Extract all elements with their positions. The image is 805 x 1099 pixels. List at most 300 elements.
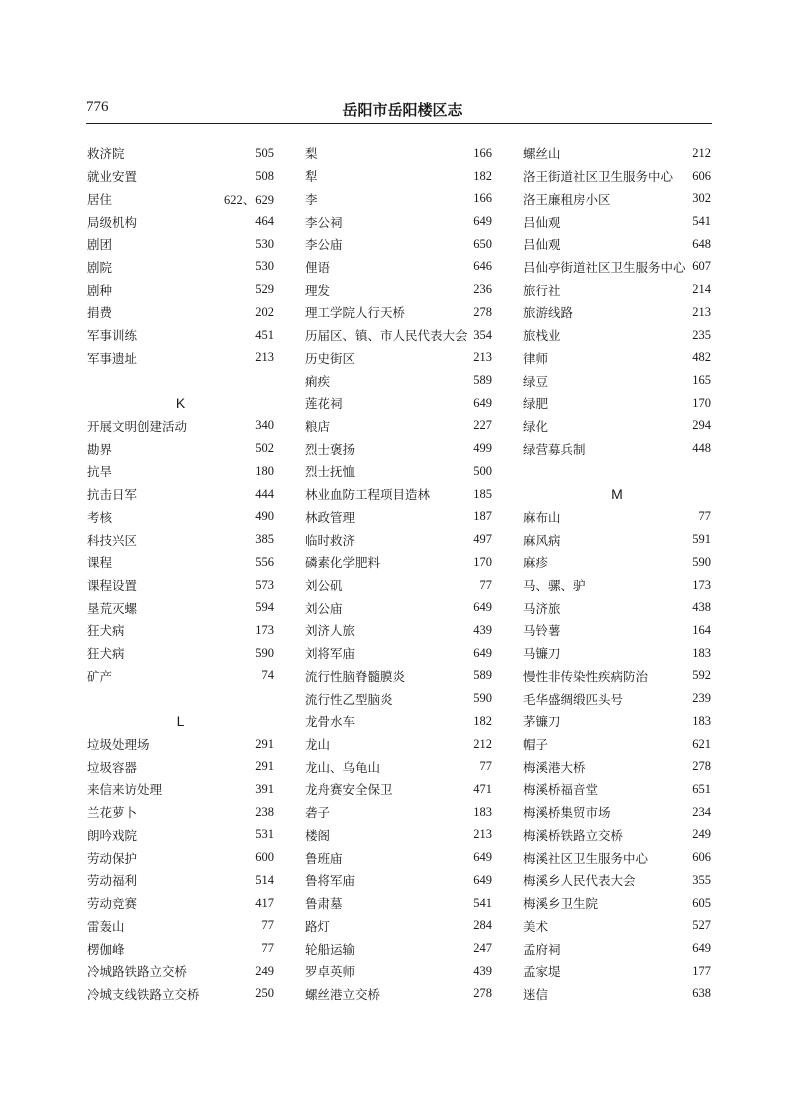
index-entry <box>305 574 492 597</box>
index-entry <box>523 210 711 233</box>
index-term: 龙山、乌龟山 <box>305 759 381 775</box>
index-term: 粮店 <box>305 418 331 434</box>
index-page-ref: 278 <box>473 304 492 319</box>
index-entry <box>305 483 492 506</box>
index-entry <box>87 733 274 756</box>
index-entry <box>305 233 492 256</box>
index-term: 慢性非传染性疾病防治 <box>523 668 649 684</box>
index-entry <box>523 687 711 710</box>
index-term: 雷轰山 <box>87 918 125 934</box>
index-page-ref: 166 <box>473 191 492 206</box>
index-term: 洛王廉租房小区 <box>523 191 611 207</box>
index-term: 砻子 <box>305 805 331 821</box>
index-term: 洛王街道社区卫生服务中心 <box>523 169 674 185</box>
index-entry <box>523 324 711 347</box>
index-page-ref: 590 <box>692 554 711 569</box>
index-entry <box>523 437 711 460</box>
index-page-ref: 439 <box>473 963 492 978</box>
index-entry <box>523 165 711 188</box>
index-term: 历届区、镇、市人民代表大会 <box>305 328 468 344</box>
index-term: 抗击日军 <box>87 487 138 503</box>
index-term: 螺丝港立交桥 <box>305 986 381 1002</box>
index-entry <box>523 801 711 824</box>
index-term: 流行性脑脊髓膜炎 <box>305 668 406 684</box>
index-page-ref: 529 <box>255 282 274 297</box>
index-entry <box>87 846 274 869</box>
index-entry <box>87 642 274 665</box>
index-page-ref: 605 <box>692 895 711 910</box>
index-page-ref: 355 <box>692 872 711 887</box>
index-page-ref: 214 <box>692 282 711 297</box>
index-entry <box>305 687 492 710</box>
index-term: 龙骨水车 <box>305 714 356 730</box>
index-entry <box>305 642 492 665</box>
index-term: 冷城支线铁路立交桥 <box>87 986 200 1002</box>
index-entry <box>305 983 492 1006</box>
index-term: 楞伽峰 <box>87 941 125 957</box>
index-page-ref: 589 <box>473 668 492 683</box>
index-page-ref: 170 <box>473 554 492 569</box>
index-page-ref: 650 <box>473 236 492 251</box>
index-page-ref: 170 <box>692 395 711 410</box>
index-page-ref: 508 <box>255 168 274 183</box>
index-term: 垃圾处理场 <box>87 737 150 753</box>
index-page-ref: 183 <box>692 713 711 728</box>
index-term: 梅溪社区卫生服务中心 <box>523 850 649 866</box>
index-term: 朗吟戏院 <box>87 827 138 843</box>
index-entry <box>87 551 274 574</box>
index-page-ref: 249 <box>255 963 274 978</box>
index-page-ref: 606 <box>692 168 711 183</box>
index-term: 孟家堤 <box>523 964 561 980</box>
index-term: 就业安置 <box>87 169 138 185</box>
index-term: 吕仙观 <box>523 214 561 230</box>
index-entry <box>523 369 711 392</box>
index-page-ref: 471 <box>473 781 492 796</box>
index-entry <box>523 256 711 279</box>
index-entry <box>523 824 711 847</box>
index-entry <box>523 755 711 778</box>
index-term: 麻风病 <box>523 532 561 548</box>
index-entry <box>87 892 274 915</box>
index-entry <box>305 846 492 869</box>
index-entry <box>87 483 274 506</box>
index-entry <box>87 596 274 619</box>
index-term: 李公祠 <box>305 214 343 230</box>
index-term: 烈士褒扬 <box>305 441 356 457</box>
index-term: 磷素化学肥料 <box>305 555 381 571</box>
index-term: 孟府祠 <box>523 941 561 957</box>
index-entry <box>305 937 492 960</box>
index-term: 马济旅 <box>523 600 561 616</box>
index-entry <box>523 914 711 937</box>
index-term: 垃圾容器 <box>87 759 138 775</box>
index-entry <box>523 278 711 301</box>
index-entry <box>305 415 492 438</box>
index-page-ref: 291 <box>255 736 274 751</box>
index-term: 马镰刀 <box>523 646 561 662</box>
index-page-ref: 531 <box>255 827 274 842</box>
index-page-ref: 354 <box>473 327 492 342</box>
index-term: 罗卓英师 <box>305 964 356 980</box>
index-term: 开展文明创建活动 <box>87 418 188 434</box>
index-term: 理发 <box>305 282 331 298</box>
index-page-ref: 236 <box>473 282 492 297</box>
index-page-ref: 649 <box>473 395 492 410</box>
index-page-ref: 649 <box>473 872 492 887</box>
index-page-ref: 180 <box>255 463 274 478</box>
index-term: 螺丝山 <box>523 146 561 162</box>
index-term: 课程 <box>87 555 113 571</box>
index-entry <box>305 869 492 892</box>
index-entry <box>87 256 274 279</box>
index-entry <box>523 415 711 438</box>
index-page-ref: 649 <box>473 600 492 615</box>
index-entry <box>87 301 274 324</box>
index-page-ref: 590 <box>473 691 492 706</box>
index-term: 吕仙亭街道社区卫生服务中心 <box>523 259 686 275</box>
index-entry <box>87 324 274 347</box>
spacer <box>523 460 711 483</box>
index-page-ref: 238 <box>255 804 274 819</box>
index-term: 李 <box>305 191 318 207</box>
index-page-ref: 490 <box>255 509 274 524</box>
index-term: 课程设置 <box>87 578 138 594</box>
index-term: 绿肥 <box>523 396 549 412</box>
index-page-ref: 502 <box>255 441 274 456</box>
index-term: 麻布山 <box>523 509 561 525</box>
index-page-ref: 482 <box>692 350 711 365</box>
index-term: 鲁班庙 <box>305 850 343 866</box>
index-entry <box>523 596 711 619</box>
section-letter <box>87 392 274 415</box>
index-entry <box>87 801 274 824</box>
index-page-ref: 187 <box>473 509 492 524</box>
index-page-ref: 444 <box>255 486 274 501</box>
index-term: 居住 <box>87 191 113 207</box>
index-page-ref: 239 <box>692 691 711 706</box>
index-entry <box>87 346 274 369</box>
index-page-ref: 499 <box>473 441 492 456</box>
index-page-ref: 302 <box>692 191 711 206</box>
index-page-ref: 417 <box>255 895 274 910</box>
index-page-ref: 77 <box>698 509 711 524</box>
index-page-ref: 182 <box>473 713 492 728</box>
spacer <box>87 369 274 392</box>
index-entry <box>87 233 274 256</box>
index-term: 迷信 <box>523 986 549 1002</box>
index-entry <box>305 278 492 301</box>
index-page-ref: 541 <box>473 895 492 910</box>
index-term: 龙舟赛安全保卫 <box>305 782 393 798</box>
index-term: 茅镰刀 <box>523 714 561 730</box>
index-page-ref: 622、629 <box>223 192 274 207</box>
index-term: 李公庙 <box>305 237 343 253</box>
index-entry <box>305 324 492 347</box>
index-term: 矿产 <box>87 668 113 684</box>
page-title: 岳阳市岳阳楼区志 <box>342 101 463 119</box>
index-entry <box>87 574 274 597</box>
index-page-ref: 234 <box>692 804 711 819</box>
index-entry <box>523 506 711 529</box>
index-entry <box>523 937 711 960</box>
index-entry <box>523 733 711 756</box>
index-entry <box>523 846 711 869</box>
index-page-ref: 600 <box>255 850 274 865</box>
index-entry <box>523 233 711 256</box>
index-term: 梅溪乡卫生院 <box>523 896 599 912</box>
index-entry <box>87 937 274 960</box>
index-entry <box>523 869 711 892</box>
index-entry <box>305 914 492 937</box>
index-entry <box>305 369 492 392</box>
index-term: 马、骡、驴 <box>523 578 586 594</box>
index-term: 梅溪港大桥 <box>523 759 586 775</box>
index-term: 勘界 <box>87 441 113 457</box>
index-term: 军事训练 <box>87 328 138 344</box>
index-term: 麻疹 <box>523 555 549 571</box>
index-entry <box>87 528 274 551</box>
index-entry <box>305 165 492 188</box>
index-entry <box>305 460 492 483</box>
index-entry <box>523 619 711 642</box>
index-term: 犁 <box>305 169 318 185</box>
index-entry <box>305 187 492 210</box>
index-page-ref: 247 <box>473 941 492 956</box>
index-page-ref: 649 <box>692 941 711 956</box>
index-page-ref: 497 <box>473 532 492 547</box>
index-entry <box>87 210 274 233</box>
index-entry <box>305 392 492 415</box>
index-term: 美术 <box>523 918 549 934</box>
index-page-ref: 648 <box>692 236 711 251</box>
index-page-ref: 173 <box>692 577 711 592</box>
index-entry <box>305 801 492 824</box>
index-page-ref: 448 <box>692 441 711 456</box>
index-column-2 <box>305 142 492 1005</box>
index-page-ref: 340 <box>255 418 274 433</box>
index-page-ref: 439 <box>473 622 492 637</box>
index-entry <box>87 619 274 642</box>
index-entry <box>87 665 274 688</box>
index-page-ref: 649 <box>473 645 492 660</box>
index-entry <box>523 187 711 210</box>
index-term: 龙山 <box>305 737 331 753</box>
index-page-ref: 590 <box>255 645 274 660</box>
index-entry <box>305 551 492 574</box>
index-term: 来信来访处理 <box>87 782 163 798</box>
index-page-ref: 649 <box>473 214 492 229</box>
index-entry <box>305 528 492 551</box>
index-page-ref: 173 <box>255 622 274 637</box>
index-page-ref: 589 <box>473 373 492 388</box>
section-letter-text: K <box>175 395 186 412</box>
index-term: 冷城路铁路立交桥 <box>87 964 188 980</box>
index-page-ref: 591 <box>692 532 711 547</box>
index-entry <box>87 278 274 301</box>
index-page-ref: 284 <box>473 918 492 933</box>
section-letter-text: L <box>176 713 185 730</box>
index-term: 劳动福利 <box>87 873 138 889</box>
index-term: 刘公矶 <box>305 578 343 594</box>
index-term: 剧院 <box>87 259 113 275</box>
index-page-ref: 177 <box>692 963 711 978</box>
index-column-3 <box>523 142 711 1005</box>
index-page-ref: 391 <box>255 781 274 796</box>
index-term: 军事遗址 <box>87 350 138 366</box>
index-page-ref: 514 <box>255 872 274 887</box>
index-page-ref: 74 <box>261 668 274 683</box>
index-term: 理工学院人行天桥 <box>305 305 406 321</box>
index-entry <box>305 778 492 801</box>
index-page-ref: 77 <box>261 941 274 956</box>
index-entry <box>87 142 274 165</box>
spacer <box>87 687 274 710</box>
index-term: 梨 <box>305 146 318 162</box>
index-term: 绿化 <box>523 418 549 434</box>
index-term: 俚语 <box>305 259 331 275</box>
index-page-ref: 202 <box>255 304 274 319</box>
index-page-ref: 464 <box>255 214 274 229</box>
index-page-ref: 185 <box>473 486 492 501</box>
index-page-ref: 646 <box>473 259 492 274</box>
index-entry <box>87 165 274 188</box>
index-entry <box>523 574 711 597</box>
index-term: 抗旱 <box>87 464 113 480</box>
index-entry <box>87 960 274 983</box>
index-page-ref: 165 <box>692 373 711 388</box>
index-term: 考核 <box>87 509 113 525</box>
index-page-ref: 212 <box>473 736 492 751</box>
index-term: 烈士抚恤 <box>305 464 356 480</box>
index-page-ref: 212 <box>692 145 711 160</box>
index-column-1 <box>87 142 274 1005</box>
index-term: 劳动保护 <box>87 850 138 866</box>
index-page-ref: 541 <box>692 214 711 229</box>
index-entry <box>523 778 711 801</box>
index-page-ref: 249 <box>692 827 711 842</box>
index-term: 局级机构 <box>87 214 138 230</box>
section-letter-text: M <box>611 486 623 503</box>
index-page-ref: 183 <box>473 804 492 819</box>
index-entry <box>523 642 711 665</box>
index-page-ref: 438 <box>692 600 711 615</box>
index-page-ref: 77 <box>479 759 492 774</box>
index-entry <box>305 960 492 983</box>
index-term: 刘济人旅 <box>305 623 356 639</box>
index-page-ref: 77 <box>261 918 274 933</box>
index-term: 垦荒灭螺 <box>87 600 138 616</box>
index-term: 轮船运输 <box>305 941 356 957</box>
index-entry <box>87 506 274 529</box>
index-entry <box>87 415 274 438</box>
index-term: 梅溪桥铁路立交桥 <box>523 827 624 843</box>
index-term: 科技兴区 <box>87 532 138 548</box>
index-entry <box>523 142 711 165</box>
index-term: 临时救济 <box>305 532 356 548</box>
index-entry <box>523 665 711 688</box>
index-page-ref: 451 <box>255 327 274 342</box>
index-term: 绿营募兵制 <box>523 441 586 457</box>
page-number: 776 <box>86 99 109 115</box>
index-entry <box>305 437 492 460</box>
index-term: 帽子 <box>523 737 549 753</box>
index-page-ref: 573 <box>255 577 274 592</box>
index-entry <box>523 983 711 1006</box>
section-letter <box>87 710 274 733</box>
index-page-ref: 649 <box>473 850 492 865</box>
index-entry <box>305 733 492 756</box>
index-term: 梅溪桥集贸市场 <box>523 805 611 821</box>
index-term: 救济院 <box>87 146 125 162</box>
index-entry <box>523 301 711 324</box>
index-entry <box>87 755 274 778</box>
index-entry <box>523 710 711 733</box>
index-entry <box>305 710 492 733</box>
index-page-ref: 77 <box>479 577 492 592</box>
index-term: 楼阁 <box>305 827 331 843</box>
index-entry <box>523 960 711 983</box>
index-entry <box>305 665 492 688</box>
index-term: 旅行社 <box>523 282 561 298</box>
index-term: 莲花祠 <box>305 396 343 412</box>
index-entry <box>305 301 492 324</box>
index-page-ref: 530 <box>255 236 274 251</box>
index-term: 历史街区 <box>305 350 356 366</box>
index-entry <box>305 892 492 915</box>
index-page-ref: 294 <box>692 418 711 433</box>
index-page-ref: 607 <box>692 259 711 274</box>
index-entry <box>305 256 492 279</box>
index-term: 劳动竞赛 <box>87 896 138 912</box>
index-entry <box>305 142 492 165</box>
index-term: 马铃薯 <box>523 623 561 639</box>
index-page-ref: 530 <box>255 259 274 274</box>
index-term: 流行性乙型脑炎 <box>305 691 393 707</box>
index-term: 旅栈业 <box>523 328 561 344</box>
index-page-ref: 385 <box>255 532 274 547</box>
index-entry <box>305 210 492 233</box>
index-entry <box>305 619 492 642</box>
index-term: 痢疾 <box>305 373 331 389</box>
index-term: 鲁将军庙 <box>305 873 356 889</box>
index-page-ref: 213 <box>473 827 492 842</box>
index-entry <box>305 506 492 529</box>
index-entry <box>305 346 492 369</box>
index-term: 林政管理 <box>305 509 356 525</box>
index-entry <box>87 869 274 892</box>
index-entry <box>87 914 274 937</box>
index-page-ref: 213 <box>473 350 492 365</box>
index-page-ref: 182 <box>473 168 492 183</box>
index-entry <box>305 824 492 847</box>
index-term: 刘公庙 <box>305 600 343 616</box>
index-entry <box>523 528 711 551</box>
index-entry <box>305 755 492 778</box>
index-page-ref: 556 <box>255 554 274 569</box>
index-page-ref: 235 <box>692 327 711 342</box>
index-entry <box>87 460 274 483</box>
index-term: 绿豆 <box>523 373 549 389</box>
index-page-ref: 638 <box>692 986 711 1001</box>
index-entry <box>87 824 274 847</box>
index-term: 刘将军庙 <box>305 646 356 662</box>
index-term: 林业血防工程项目造林 <box>305 487 431 503</box>
index-page-ref: 592 <box>692 668 711 683</box>
index-term: 律师 <box>523 350 549 366</box>
index-page-ref: 621 <box>692 736 711 751</box>
header-rule <box>86 123 712 124</box>
